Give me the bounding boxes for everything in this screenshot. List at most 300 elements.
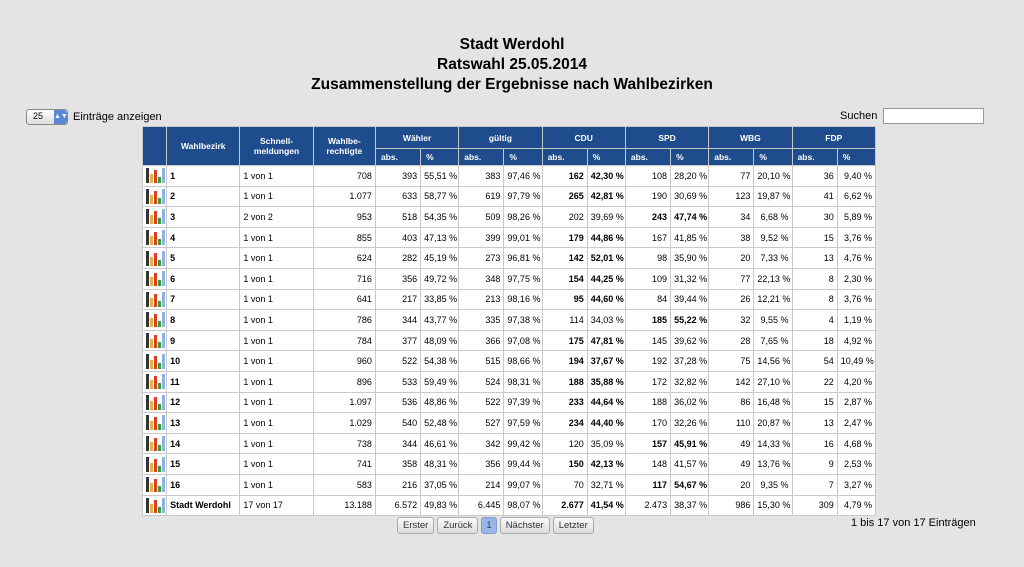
- header-wahlberechtigte[interactable]: [314, 127, 375, 165]
- cell-wahlberechtigte: 741: [314, 454, 375, 474]
- cell-cdu-pct: 44,40 %: [588, 413, 625, 433]
- table-row: [143, 228, 875, 248]
- cell-cdu-pct: 42,81 %: [588, 187, 625, 207]
- header-abs[interactable]: abs.: [459, 149, 503, 165]
- cell-waehler-pct: 46,61 %: [421, 434, 458, 454]
- cell-cdu-abs: 2.677: [543, 496, 587, 516]
- header-pct[interactable]: %: [421, 149, 458, 165]
- cell-schnellmeldungen: 1 von 1: [240, 228, 312, 248]
- cell-wahlberechtigte: 641: [314, 290, 375, 310]
- cell-spd-abs: 98: [626, 248, 670, 268]
- cell-wbg-abs: 20: [709, 248, 753, 268]
- cell-cdu-abs: 179: [543, 228, 587, 248]
- cell-fdp-abs: 15: [793, 393, 837, 413]
- header-wahlber-1: Wahlbe-: [327, 136, 361, 146]
- cell-spd-pct: 54,67 %: [671, 475, 708, 495]
- cell-schnellmeldungen: 1 von 1: [240, 269, 312, 289]
- cell-wahlberechtigte: 1.029: [314, 413, 375, 433]
- cell-gueltig-abs: 524: [459, 372, 503, 392]
- cell-spd-pct: 41,85 %: [671, 228, 708, 248]
- chart-icon[interactable]: [143, 269, 166, 289]
- cell-cdu-pct: 37,67 %: [588, 351, 625, 371]
- chart-icon[interactable]: [143, 351, 166, 371]
- header-schnellmeldungen[interactable]: [240, 127, 312, 165]
- cell-spd-abs: 190: [626, 187, 670, 207]
- cell-waehler-abs: 377: [376, 331, 420, 351]
- cell-cdu-pct: 42,13 %: [588, 454, 625, 474]
- first-page-button[interactable]: Erster: [397, 517, 434, 534]
- cell-wahlberechtigte: 1.077: [314, 187, 375, 207]
- cell-waehler-abs: 533: [376, 372, 420, 392]
- cell-wahlbezirk: Stadt Werdohl: [167, 496, 239, 516]
- chart-icon[interactable]: [143, 496, 166, 516]
- cell-cdu-abs: 175: [543, 331, 587, 351]
- header-group-1[interactable]: gültig: [459, 127, 541, 148]
- cell-wahlberechtigte: 716: [314, 269, 375, 289]
- cell-wbg-abs: 86: [709, 393, 753, 413]
- chart-icon[interactable]: [143, 372, 166, 392]
- cell-spd-abs: 157: [626, 434, 670, 454]
- chart-icon[interactable]: [143, 310, 166, 330]
- cell-schnellmeldungen: 17 von 17: [240, 496, 312, 516]
- cell-waehler-abs: 216: [376, 475, 420, 495]
- table-row: [143, 413, 875, 433]
- cell-fdp-abs: 8: [793, 290, 837, 310]
- chart-icon[interactable]: [143, 207, 166, 227]
- cell-spd-pct: 28,20 %: [671, 166, 708, 186]
- cell-spd-abs: 145: [626, 331, 670, 351]
- cell-wbg-abs: 26: [709, 290, 753, 310]
- cell-schnellmeldungen: 1 von 1: [240, 372, 312, 392]
- table-row: [143, 454, 875, 474]
- cell-spd-abs: 243: [626, 207, 670, 227]
- table-row: [143, 207, 875, 227]
- header-abs[interactable]: abs.: [376, 149, 420, 165]
- results-table: [142, 126, 876, 516]
- cell-wbg-pct: 7,33 %: [754, 248, 791, 268]
- cell-waehler-pct: 52,48 %: [421, 413, 458, 433]
- chart-icon[interactable]: [143, 248, 166, 268]
- cell-fdp-abs: 13: [793, 413, 837, 433]
- search-control: [840, 108, 984, 124]
- cell-wbg-pct: 27,10 %: [754, 372, 791, 392]
- cell-cdu-pct: 44,60 %: [588, 290, 625, 310]
- cell-waehler-abs: 393: [376, 166, 420, 186]
- cell-wbg-abs: 110: [709, 413, 753, 433]
- chart-icon[interactable]: [143, 290, 166, 310]
- cell-spd-abs: 84: [626, 290, 670, 310]
- cell-spd-pct: 45,91 %: [671, 434, 708, 454]
- cell-gueltig-pct: 97,75 %: [504, 269, 541, 289]
- cell-wahlbezirk: 13: [167, 413, 239, 433]
- cell-gueltig-pct: 97,59 %: [504, 413, 541, 433]
- cell-gueltig-abs: 6.445: [459, 496, 503, 516]
- cell-fdp-pct: 3,76 %: [838, 228, 875, 248]
- table-row: [143, 331, 875, 351]
- cell-cdu-abs: 188: [543, 372, 587, 392]
- cell-wahlberechtigte: 960: [314, 351, 375, 371]
- cell-gueltig-abs: 619: [459, 187, 503, 207]
- cell-waehler-abs: 344: [376, 310, 420, 330]
- cell-waehler-pct: 48,86 %: [421, 393, 458, 413]
- header-pct[interactable]: %: [504, 149, 541, 165]
- header-schnell-1: Schnell-: [260, 136, 294, 146]
- cell-spd-abs: 108: [626, 166, 670, 186]
- cell-fdp-pct: 2,30 %: [838, 269, 875, 289]
- cell-spd-pct: 36,02 %: [671, 393, 708, 413]
- cell-gueltig-pct: 98,26 %: [504, 207, 541, 227]
- header-pct[interactable]: %: [838, 149, 875, 165]
- table-row: [143, 290, 875, 310]
- table-row: [143, 372, 875, 392]
- cell-spd-abs: 167: [626, 228, 670, 248]
- cell-cdu-pct: 39,69 %: [588, 207, 625, 227]
- header-group-5[interactable]: FDP: [793, 127, 875, 148]
- cell-wahlbezirk: 9: [167, 331, 239, 351]
- cell-fdp-pct: 4,92 %: [838, 331, 875, 351]
- last-page-button[interactable]: Letzter: [553, 517, 594, 534]
- header-wahlber-2: rechtigte: [326, 146, 363, 156]
- chart-icon[interactable]: [143, 228, 166, 248]
- cell-spd-abs: 170: [626, 413, 670, 433]
- cell-wbg-pct: 15,30 %: [754, 496, 791, 516]
- cell-cdu-pct: 44,25 %: [588, 269, 625, 289]
- header-wahlbezirk[interactable]: Wahlbezirk: [167, 127, 239, 165]
- cell-gueltig-abs: 527: [459, 413, 503, 433]
- cell-cdu-abs: 120: [543, 434, 587, 454]
- cell-gueltig-abs: 509: [459, 207, 503, 227]
- cell-cdu-pct: 47,81 %: [588, 331, 625, 351]
- chart-icon[interactable]: [143, 331, 166, 351]
- cell-fdp-pct: 4,20 %: [838, 372, 875, 392]
- cell-schnellmeldungen: 1 von 1: [240, 454, 312, 474]
- cell-fdp-pct: 4,68 %: [838, 434, 875, 454]
- cell-spd-pct: 41,57 %: [671, 454, 708, 474]
- next-page-button[interactable]: Nächster: [500, 517, 550, 534]
- cell-fdp-pct: 1,19 %: [838, 310, 875, 330]
- cell-spd-pct: 30,69 %: [671, 187, 708, 207]
- page-1-button[interactable]: 1: [481, 517, 496, 534]
- cell-spd-abs: 109: [626, 269, 670, 289]
- cell-cdu-pct: 44,86 %: [588, 228, 625, 248]
- table-info: 1 bis 17 von 17 Einträgen: [851, 517, 976, 529]
- cell-fdp-pct: 3,27 %: [838, 475, 875, 495]
- cell-gueltig-pct: 98,07 %: [504, 496, 541, 516]
- cell-wbg-abs: 77: [709, 269, 753, 289]
- cell-wahlberechtigte: 786: [314, 310, 375, 330]
- cell-schnellmeldungen: 1 von 1: [240, 187, 312, 207]
- cell-fdp-pct: 2,53 %: [838, 454, 875, 474]
- chart-icon[interactable]: [143, 475, 166, 495]
- cell-cdu-abs: 154: [543, 269, 587, 289]
- cell-gueltig-pct: 97,38 %: [504, 310, 541, 330]
- header-abs[interactable]: abs.: [626, 149, 670, 165]
- election-subtitle: Ratswahl 25.05.2014: [437, 56, 587, 73]
- cell-spd-pct: 35,90 %: [671, 248, 708, 268]
- cell-fdp-pct: 2,47 %: [838, 413, 875, 433]
- header-chart: [143, 127, 166, 165]
- cell-wbg-abs: 32: [709, 310, 753, 330]
- cell-fdp-abs: 36: [793, 166, 837, 186]
- cell-waehler-abs: 344: [376, 434, 420, 454]
- cell-gueltig-pct: 99,44 %: [504, 454, 541, 474]
- cell-waehler-pct: 45,19 %: [421, 248, 458, 268]
- select-arrows-icon: ▲▼: [54, 110, 67, 124]
- cell-schnellmeldungen: 1 von 1: [240, 475, 312, 495]
- cell-wbg-pct: 7,65 %: [754, 331, 791, 351]
- cell-cdu-abs: 150: [543, 454, 587, 474]
- cell-wahlberechtigte: 1.097: [314, 393, 375, 413]
- table-row: [143, 496, 875, 516]
- cell-waehler-abs: 633: [376, 187, 420, 207]
- chart-icon[interactable]: [143, 413, 166, 433]
- cell-spd-pct: 32,82 %: [671, 372, 708, 392]
- cell-fdp-abs: 309: [793, 496, 837, 516]
- cell-schnellmeldungen: 2 von 2: [240, 207, 312, 227]
- cell-wahlberechtigte: 708: [314, 166, 375, 186]
- cell-fdp-pct: 5,89 %: [838, 207, 875, 227]
- cell-cdu-pct: 42,30 %: [588, 166, 625, 186]
- cell-gueltig-pct: 98,31 %: [504, 372, 541, 392]
- cell-schnellmeldungen: 1 von 1: [240, 413, 312, 433]
- cell-waehler-abs: 282: [376, 248, 420, 268]
- cell-spd-abs: 148: [626, 454, 670, 474]
- cell-spd-pct: 39,44 %: [671, 290, 708, 310]
- cell-waehler-pct: 33,85 %: [421, 290, 458, 310]
- cell-waehler-abs: 217: [376, 290, 420, 310]
- cell-wbg-pct: 14,33 %: [754, 434, 791, 454]
- cell-wahlberechtigte: 953: [314, 207, 375, 227]
- cell-gueltig-pct: 97,79 %: [504, 187, 541, 207]
- cell-spd-pct: 39,62 %: [671, 331, 708, 351]
- cell-spd-abs: 172: [626, 372, 670, 392]
- cell-wbg-pct: 20,87 %: [754, 413, 791, 433]
- chart-icon[interactable]: [143, 166, 166, 186]
- cell-schnellmeldungen: 1 von 1: [240, 351, 312, 371]
- cell-wbg-abs: 28: [709, 331, 753, 351]
- cell-spd-abs: 188: [626, 393, 670, 413]
- page-title: Stadt Werdohl: [459, 36, 565, 53]
- cell-spd-pct: 31,32 %: [671, 269, 708, 289]
- cell-gueltig-abs: 348: [459, 269, 503, 289]
- cell-gueltig-pct: 97,08 %: [504, 331, 541, 351]
- cell-spd-abs: 2.473: [626, 496, 670, 516]
- entries-length-value: 25: [33, 111, 44, 121]
- pagination: [397, 517, 594, 534]
- cell-spd-pct: 38,37 %: [671, 496, 708, 516]
- cell-gueltig-pct: 97,46 %: [504, 166, 541, 186]
- cell-fdp-pct: 3,76 %: [838, 290, 875, 310]
- cell-fdp-pct: 4,79 %: [838, 496, 875, 516]
- cell-fdp-abs: 41: [793, 187, 837, 207]
- header-abs[interactable]: abs.: [793, 149, 837, 165]
- cell-cdu-abs: 234: [543, 413, 587, 433]
- cell-wahlberechtigte: 784: [314, 331, 375, 351]
- cell-spd-abs: 192: [626, 351, 670, 371]
- cell-wahlbezirk: 1: [167, 166, 239, 186]
- cell-gueltig-pct: 96,81 %: [504, 248, 541, 268]
- chart-icon[interactable]: [143, 187, 166, 207]
- cell-waehler-pct: 58,77 %: [421, 187, 458, 207]
- cell-gueltig-abs: 399: [459, 228, 503, 248]
- cell-cdu-pct: 41,54 %: [588, 496, 625, 516]
- previous-page-button[interactable]: Zurück: [437, 517, 478, 534]
- cell-wbg-pct: 6,68 %: [754, 207, 791, 227]
- cell-waehler-pct: 49,72 %: [421, 269, 458, 289]
- cell-waehler-abs: 518: [376, 207, 420, 227]
- chart-icon[interactable]: [143, 454, 166, 474]
- table-row: [143, 187, 875, 207]
- entries-length-control: [26, 109, 162, 125]
- cell-waehler-abs: 540: [376, 413, 420, 433]
- cell-schnellmeldungen: 1 von 1: [240, 310, 312, 330]
- cell-schnellmeldungen: 1 von 1: [240, 248, 312, 268]
- cell-cdu-abs: 233: [543, 393, 587, 413]
- entries-length-select[interactable]: [26, 109, 68, 125]
- cell-waehler-pct: 48,09 %: [421, 331, 458, 351]
- cell-cdu-abs: 114: [543, 310, 587, 330]
- cell-wahlbezirk: 15: [167, 454, 239, 474]
- table-row: [143, 393, 875, 413]
- cell-fdp-abs: 54: [793, 351, 837, 371]
- cell-wahlberechtigte: 583: [314, 475, 375, 495]
- cell-fdp-abs: 18: [793, 331, 837, 351]
- cell-wbg-abs: 34: [709, 207, 753, 227]
- cell-wahlbezirk: 3: [167, 207, 239, 227]
- cell-schnellmeldungen: 1 von 1: [240, 166, 312, 186]
- cell-cdu-abs: 162: [543, 166, 587, 186]
- cell-wbg-pct: 19,87 %: [754, 187, 791, 207]
- cell-fdp-abs: 13: [793, 248, 837, 268]
- cell-gueltig-abs: 383: [459, 166, 503, 186]
- search-label: Suchen: [840, 110, 878, 122]
- cell-waehler-pct: 37,05 %: [421, 475, 458, 495]
- cell-wbg-abs: 20: [709, 475, 753, 495]
- header-abs[interactable]: abs.: [543, 149, 587, 165]
- search-input[interactable]: [883, 108, 984, 124]
- cell-waehler-abs: 6.572: [376, 496, 420, 516]
- cell-wahlberechtigte: 13.188: [314, 496, 375, 516]
- summary-heading: Zusammenstellung der Ergebnisse nach Wahlbezirken: [311, 76, 713, 93]
- cell-gueltig-abs: 342: [459, 434, 503, 454]
- cell-cdu-pct: 32,71 %: [588, 475, 625, 495]
- cell-gueltig-abs: 213: [459, 290, 503, 310]
- cell-wahlberechtigte: 738: [314, 434, 375, 454]
- cell-waehler-pct: 48,31 %: [421, 454, 458, 474]
- cell-waehler-abs: 356: [376, 269, 420, 289]
- cell-schnellmeldungen: 1 von 1: [240, 290, 312, 310]
- cell-wbg-pct: 22,13 %: [754, 269, 791, 289]
- cell-fdp-abs: 4: [793, 310, 837, 330]
- cell-wahlbezirk: 8: [167, 310, 239, 330]
- header-group-3[interactable]: SPD: [626, 127, 708, 148]
- cell-cdu-pct: 35,09 %: [588, 434, 625, 454]
- table-row: [143, 166, 875, 186]
- cell-wahlbezirk: 10: [167, 351, 239, 371]
- cell-fdp-abs: 9: [793, 454, 837, 474]
- cell-cdu-abs: 194: [543, 351, 587, 371]
- cell-wbg-abs: 49: [709, 434, 753, 454]
- header-abs[interactable]: abs.: [709, 149, 753, 165]
- cell-cdu-abs: 95: [543, 290, 587, 310]
- cell-wahlbezirk: 2: [167, 187, 239, 207]
- cell-gueltig-abs: 356: [459, 454, 503, 474]
- header-pct[interactable]: %: [588, 149, 625, 165]
- cell-cdu-abs: 70: [543, 475, 587, 495]
- cell-waehler-pct: 43,77 %: [421, 310, 458, 330]
- cell-gueltig-abs: 515: [459, 351, 503, 371]
- cell-wbg-pct: 13,76 %: [754, 454, 791, 474]
- cell-gueltig-abs: 522: [459, 393, 503, 413]
- cell-cdu-pct: 44,64 %: [588, 393, 625, 413]
- header-pct[interactable]: %: [754, 149, 791, 165]
- cell-cdu-abs: 142: [543, 248, 587, 268]
- cell-fdp-pct: 4,76 %: [838, 248, 875, 268]
- cell-wbg-pct: 20,10 %: [754, 166, 791, 186]
- cell-waehler-pct: 54,35 %: [421, 207, 458, 227]
- chart-icon[interactable]: [143, 393, 166, 413]
- cell-waehler-pct: 59,49 %: [421, 372, 458, 392]
- cell-cdu-pct: 52,01 %: [588, 248, 625, 268]
- cell-waehler-abs: 358: [376, 454, 420, 474]
- cell-spd-pct: 47,74 %: [671, 207, 708, 227]
- cell-wbg-pct: 9,52 %: [754, 228, 791, 248]
- cell-wahlbezirk: 7: [167, 290, 239, 310]
- cell-cdu-pct: 35,88 %: [588, 372, 625, 392]
- cell-fdp-abs: 8: [793, 269, 837, 289]
- cell-waehler-pct: 55,51 %: [421, 166, 458, 186]
- cell-wahlbezirk: 6: [167, 269, 239, 289]
- cell-waehler-abs: 403: [376, 228, 420, 248]
- cell-fdp-abs: 22: [793, 372, 837, 392]
- cell-wahlbezirk: 11: [167, 372, 239, 392]
- cell-gueltig-pct: 99,01 %: [504, 228, 541, 248]
- cell-wahlbezirk: 12: [167, 393, 239, 413]
- cell-wahlberechtigte: 624: [314, 248, 375, 268]
- cell-wbg-pct: 9,35 %: [754, 475, 791, 495]
- header-group-2[interactable]: CDU: [543, 127, 625, 148]
- chart-icon[interactable]: [143, 434, 166, 454]
- entries-length-label: Einträge anzeigen: [73, 111, 162, 123]
- cell-waehler-pct: 54,38 %: [421, 351, 458, 371]
- header-schnell-2: meldungen: [253, 146, 300, 156]
- cell-wbg-abs: 77: [709, 166, 753, 186]
- cell-wahlbezirk: 4: [167, 228, 239, 248]
- cell-spd-pct: 37,28 %: [671, 351, 708, 371]
- table-row: [143, 434, 875, 454]
- cell-fdp-pct: 6,62 %: [838, 187, 875, 207]
- cell-wahlberechtigte: 855: [314, 228, 375, 248]
- table-row: [143, 269, 875, 289]
- cell-waehler-pct: 49,83 %: [421, 496, 458, 516]
- cell-spd-pct: 32,26 %: [671, 413, 708, 433]
- cell-gueltig-pct: 98,66 %: [504, 351, 541, 371]
- cell-fdp-abs: 15: [793, 228, 837, 248]
- header-group-0[interactable]: Wähler: [376, 127, 458, 148]
- cell-wbg-abs: 986: [709, 496, 753, 516]
- cell-wahlbezirk: 16: [167, 475, 239, 495]
- cell-cdu-abs: 265: [543, 187, 587, 207]
- header-pct[interactable]: %: [671, 149, 708, 165]
- cell-wbg-pct: 14,56 %: [754, 351, 791, 371]
- cell-gueltig-abs: 214: [459, 475, 503, 495]
- cell-wbg-abs: 123: [709, 187, 753, 207]
- cell-wbg-pct: 16,48 %: [754, 393, 791, 413]
- cell-wbg-abs: 75: [709, 351, 753, 371]
- cell-wbg-abs: 38: [709, 228, 753, 248]
- header-group-4[interactable]: WBG: [709, 127, 791, 148]
- cell-wbg-abs: 142: [709, 372, 753, 392]
